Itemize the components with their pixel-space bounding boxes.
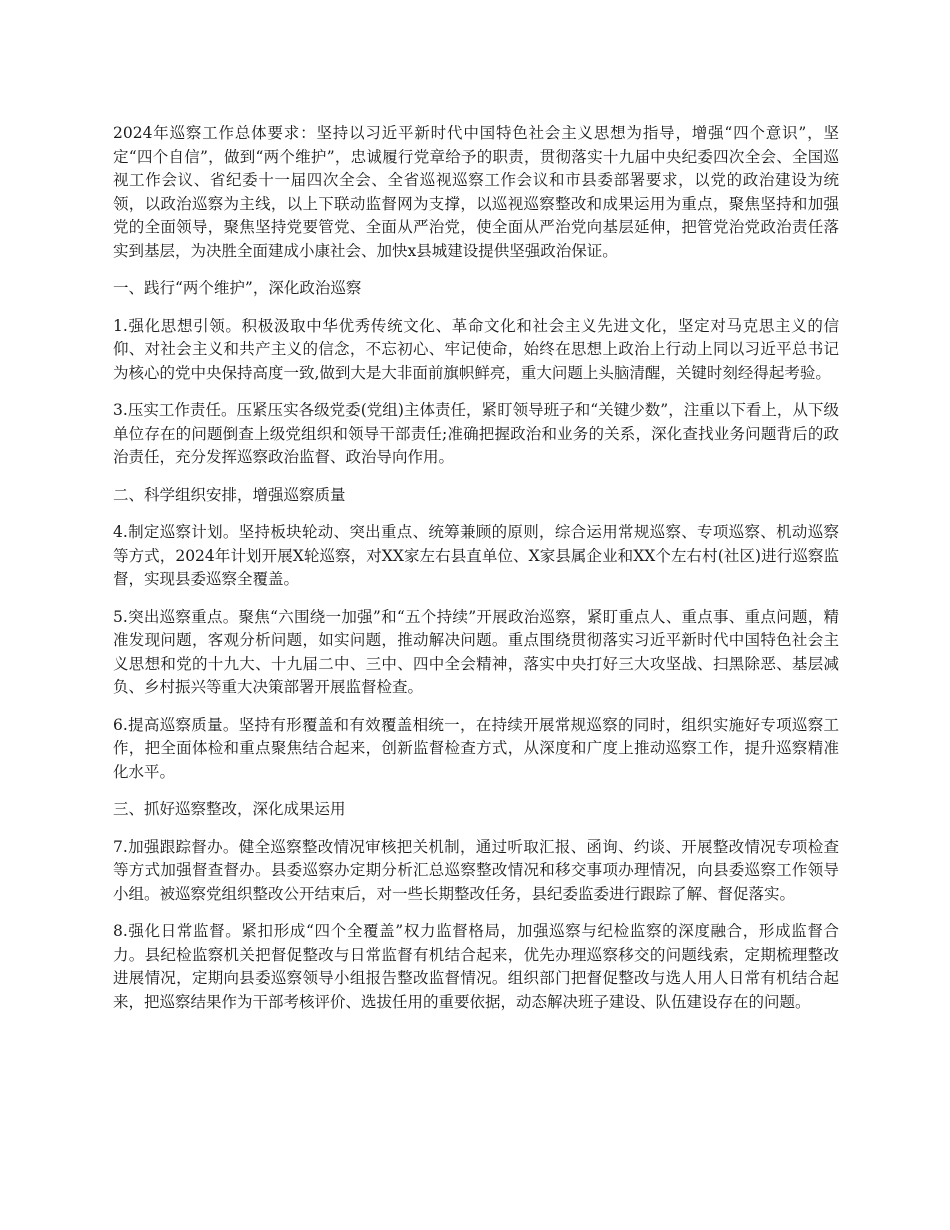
item-paragraph-4: 4.制定巡察计划。坚持板块轮动、突出重点、统筹兼顾的原则，综合运用常规巡察、专项巡察、机动巡察等方式，2024年计划开展X轮巡察，对XX家左右县直单位、X家县属企业和XX个左右村(社区)进行巡察监督，实现县委巡察全覆盖。 [113, 523, 839, 588]
intro-paragraph: 2024年巡察工作总体要求：坚持以习近平新时代中国特色社会主义思想为指导，增强“四个意识”，坚定“四个自信”，做到“两个维护”，忠诚履行党章给予的职责，贯彻落实十九届中央纪委四次全会、全国巡视工作会议、省纪委十一届四次全会、全省巡视巡察工作会议和市县委部署要求，以党的政治建设为统领，以政治巡察为主线，以上下联动监督网为支撑，以巡视巡察整改和成果运用为重点，聚焦坚持和加强党的全面领导，聚焦坚持党要管党、全面从严治党，使全面从严治党向基层延伸，把管党治党政治责任落实到基层，为决胜全面建成小康社会、加快x县城建设提供坚强政治保证。 [113, 124, 839, 260]
item-paragraph-1: 1.强化思想引领。积极汲取中华优秀传统文化、革命文化和社会主义先进文化，坚定对马克思主义的信仰、对社会主义和共产主义的信念，不忘初心、牢记使命，始终在思想上政治上行动上同以习近平总书记为核心的党中央保持高度一致,做到大是大非面前旗帜鲜亮，重大问题上头脑清醒，关键时刻经得起考验。 [113, 316, 839, 382]
item-paragraph-8: 8.强化日常监督。紧扣形成“四个全覆盖”权力监督格局，加强巡察与纪检监察的深度融合，形成监督合力。县纪检监察机关把督促整改与日常监督有机结合起来，优先办理巡察移交的问题线索，定期梳理整改进展情况，定期向县委巡察领导小组报告整改监督情况。组织部门把督促整改与选人用人日常有机结合起来，把巡察结果作为干部考核评价、选拔任用的重要依据，动态解决班子建设、队伍建设存在的问题。 [113, 922, 839, 1011]
section-heading-3: 三、抓好巡察整改，深化成果运用 [113, 800, 346, 818]
section-heading-2: 二、科学组织安排，增强巡察质量 [113, 485, 346, 504]
item-paragraph-3: 3.压实工作责任。压紧压实各级党委(党组)主体责任，紧盯领导班子和“关键少数”，注重以下看上，从下级单位存在的问题倒查上级党组织和领导干部责任;准确把握政治和业务的关系，深化查找业务问题背后的政治责任，充分发挥巡察政治监督、政治导向作用。 [113, 401, 839, 466]
item-paragraph-5: 5.突出巡察重点。聚焦“六围绕一加强”和“五个持续”开展政治巡察，紧盯重点人、重点事、重点问题，精准发现问题，客观分析问题，如实问题，推动解决问题。重点围绕贯彻落实习近平新时代中国特色社会主义思想和党的十九大、十九届二中、三中、四中全会精神，落实中央打好三大攻坚战、扫黑除恶、基层减负、乡村振兴等重大决策部署开展监督检查。 [113, 607, 839, 696]
item-paragraph-6: 6.提高巡察质量。坚持有形覆盖和有效覆盖相统一，在持续开展常规巡察的同时，组织实施好专项巡察工作，把全面体检和重点聚焦结合起来，创新监督检查方式，从深度和广度上推动巡察工作，提升巡察精准化水平。 [113, 715, 839, 781]
item-paragraph-7: 7.加强跟踪督办。健全巡察整改情况审核把关机制，通过听取汇报、函询、约谈、开展整改情况专项检查等方式加强督查督办。县委巡察办定期分析汇总巡察整改情况和移交事项办理情况，向县委巡察工作领导小组。被巡察党组织整改公开结束后，对一些长期整改任务，县纪委监委进行跟踪了解、督促落实。 [113, 837, 839, 903]
document-body [113, 122, 839, 1028]
section-heading-1: 一、践行“两个维护”，深化政治巡察 [113, 279, 362, 297]
